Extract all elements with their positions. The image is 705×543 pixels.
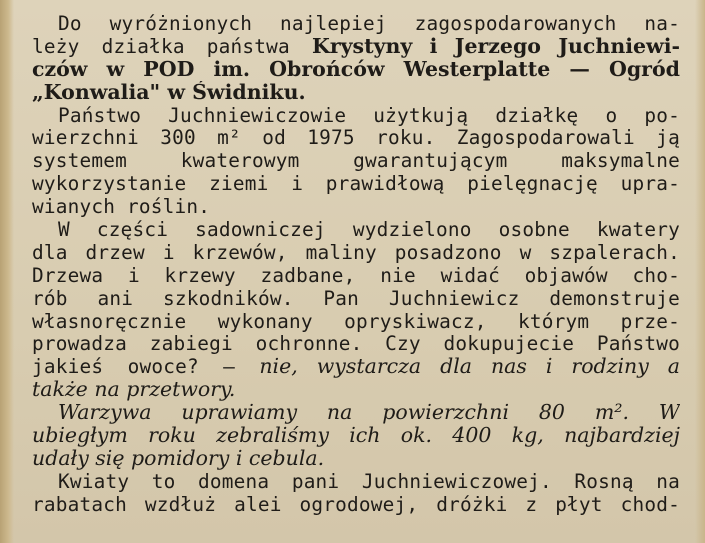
text-segment: Państwo Juchniewiczowie użytkują działkę o po- xyxy=(58,103,680,127)
text-segment: także na przetwory. xyxy=(32,378,236,402)
text-segment: Warzywa uprawiamy na powierzchni 80 m². W xyxy=(58,401,680,425)
text-segment: jakieś owoce? — xyxy=(32,355,260,379)
text-segment: Kwiaty to domena pani Juchniewiczowej. Rosną na xyxy=(58,469,680,493)
text-segment: ubiegłym roku zebraliśmy ich ok. 400 kg, najbardziej xyxy=(32,424,680,447)
text-segment: Do wyróżnionych najlepiej zagospodarowanych na- xyxy=(58,12,680,35)
text-line xyxy=(32,195,680,218)
text-segment: rabatach wzdłuż alei ogrodowej, dróżki z płyt chod- xyxy=(32,492,680,516)
text-line xyxy=(32,378,680,401)
text-segment: „Konwalia" w Świdniku. xyxy=(32,80,306,104)
text-line xyxy=(32,447,680,470)
text-line xyxy=(32,172,680,195)
article-body xyxy=(32,12,680,516)
text-segment: Drzewa i krzewy zadbane, nie widać objawów cho- xyxy=(32,263,680,287)
text-line xyxy=(32,470,680,493)
paper-right-edge xyxy=(695,0,705,543)
text-line xyxy=(32,58,680,81)
text-line xyxy=(32,332,680,355)
text-segment: nie, wystarcza dla nas i rodziny a xyxy=(259,355,680,379)
paper-left-edge xyxy=(0,0,14,543)
text-segment: własnoręcznie wykonany opryskiwacz, którym prze- xyxy=(32,309,680,333)
text-segment: W części sadowniczej wydzielono osobne kwatery xyxy=(58,218,680,241)
text-segment: czów w POD im. Obrońców Westerplatte — Ogród xyxy=(32,57,680,81)
text-line xyxy=(32,81,680,104)
text-line xyxy=(32,12,680,35)
text-line xyxy=(32,264,680,287)
text-line xyxy=(32,126,680,149)
text-line xyxy=(32,493,680,516)
text-segment: prowadza zabiegi ochronne. Czy dokupujecie Państwo xyxy=(32,332,680,356)
text-line xyxy=(32,35,680,58)
text-segment: dla drzew i krzewów, maliny posadzono w szpalerach. xyxy=(32,240,680,264)
text-segment: wianych roślin. xyxy=(32,195,211,219)
text-segment: wykorzystanie ziemi i prawidłową pielęgnację upra- xyxy=(32,172,680,196)
text-line xyxy=(32,310,680,333)
text-line xyxy=(32,218,680,241)
text-line xyxy=(32,241,680,264)
text-line xyxy=(32,401,680,424)
text-segment: systemem kwaterowym gwarantującym maksymalne xyxy=(32,149,680,173)
text-line xyxy=(32,149,680,172)
text-segment: Krystyny i Jerzego Juchniewi- xyxy=(312,34,680,58)
text-segment: udały się pomidory i cebula. xyxy=(32,446,325,470)
text-line xyxy=(32,424,680,447)
text-segment: wierzchni 300 m² od 1975 roku. Zagospodarowali ją xyxy=(32,126,680,150)
text-segment: leży działka państwa xyxy=(32,34,312,58)
text-line xyxy=(32,355,680,378)
text-segment: rób ani szkodników. Pan Juchniewicz demonstruje xyxy=(32,286,680,310)
text-line xyxy=(32,287,680,310)
text-line xyxy=(32,104,680,127)
